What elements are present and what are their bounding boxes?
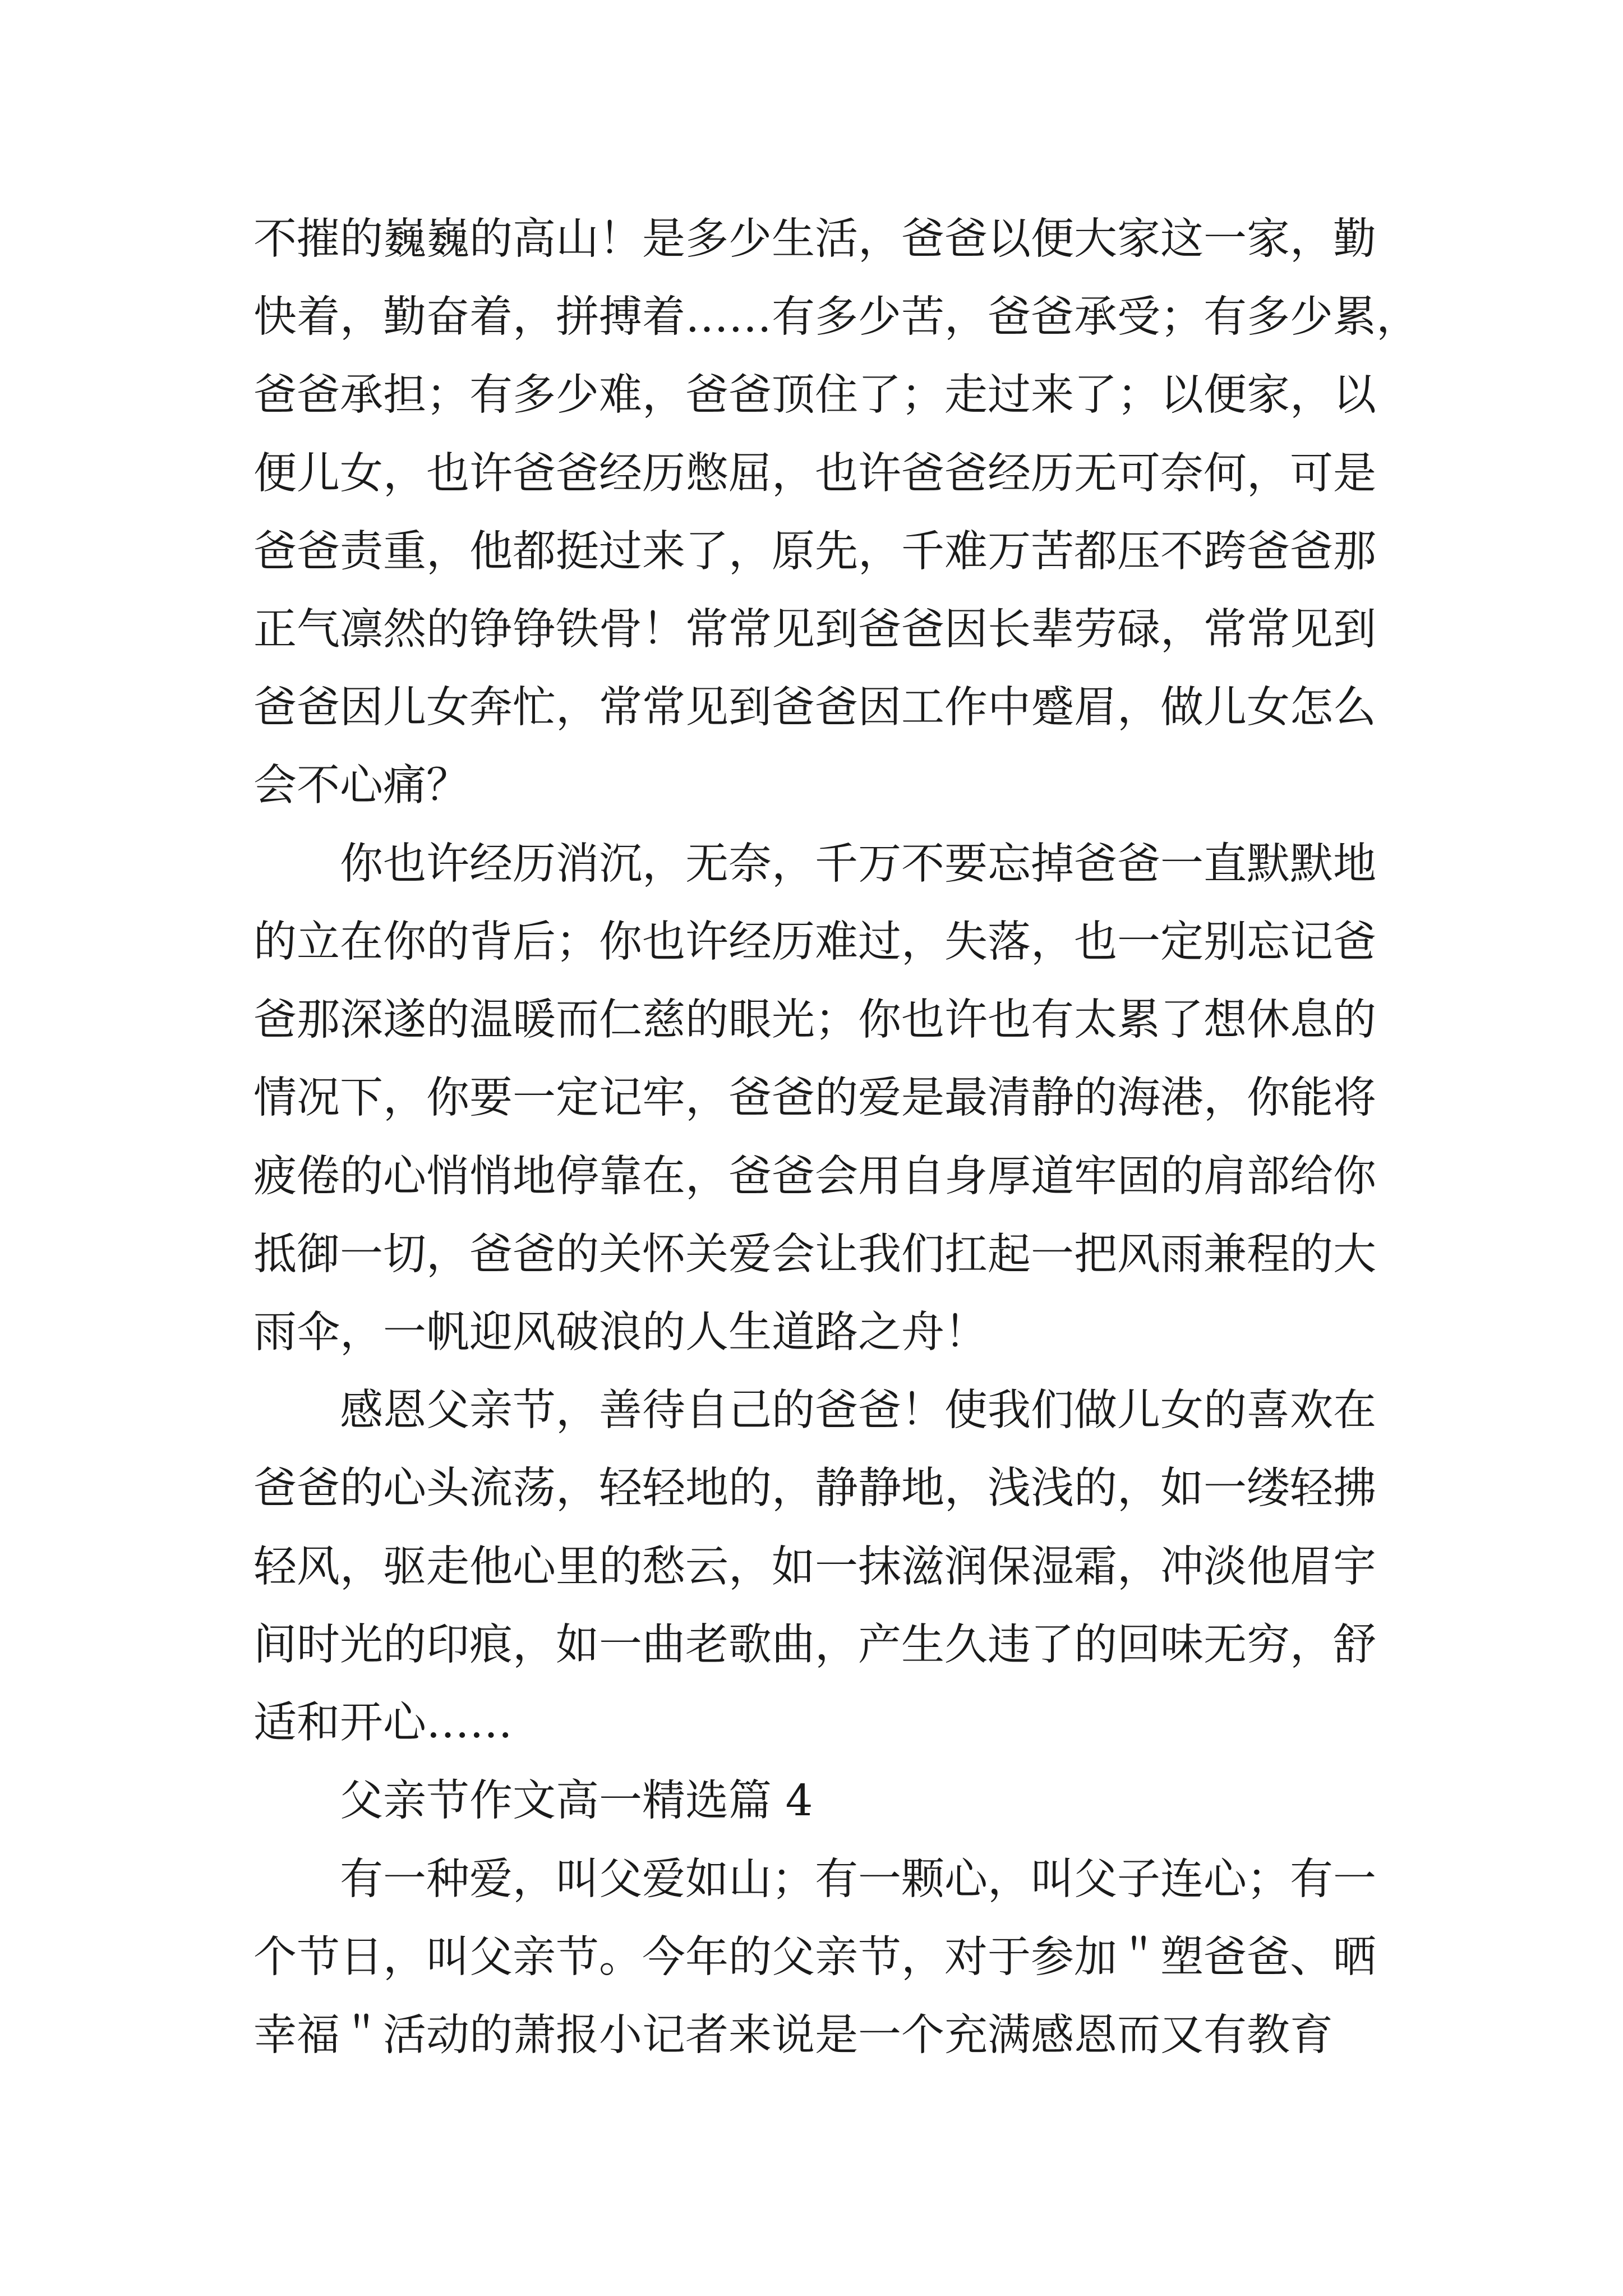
paragraph-start-line: 有一种爱，叫父爱如山；有一颗心，叫父子连心；有一 [340, 1855, 1376, 1904]
text-line: 便儿女，也许爸爸经历憋屈，也许爸爸经历无可奈何，可是 [253, 449, 1376, 499]
text-line: 适和开心…… [253, 1698, 513, 1748]
text-line: 雨伞，一帆迎风破浪的人生道路之舟！ [253, 1308, 988, 1358]
text-line: 个节日，叫父亲节。今年的父亲节，对于参加＂塑爸爸、晒 [253, 1932, 1376, 1982]
section-heading: 父亲节作文高一精选篇 4 [340, 1776, 813, 1826]
text-line: 爸爸责重，他都挺过来了，原先，千难万苦都压不跨爸爸那 [253, 527, 1376, 577]
text-line: 不摧的巍巍的高山！是多少生活，爸爸以便大家这一家，勤 [253, 214, 1376, 264]
text-line: 爸爸承担；有多少难，爸爸顶住了；走过来了；以便家，以 [253, 370, 1376, 420]
text-line: 爸爸的心头流荡，轻轻地的，静静地，浅浅的，如一缕轻拂 [253, 1464, 1376, 1513]
text-line: 正气凛然的铮铮铁骨！常常见到爸爸因长辈劳碌，常常见到 [253, 605, 1376, 655]
text-line: 的立在你的背后；你也许经历难过，失落，也一定别忘记爸 [253, 917, 1376, 967]
text-line: 间时光的印痕，如一曲老歌曲，产生久违了的回味无穷，舒 [253, 1620, 1376, 1670]
text-line: 情况下，你要一定记牢，爸爸的爱是最清静的海港，你能将 [253, 1073, 1376, 1123]
paragraph-start-line: 你也许经历消沉，无奈，千万不要忘掉爸爸一直默默地 [340, 839, 1376, 889]
text-line: 幸福＂活动的萧报小记者来说是一个充满感恩而又有教育 [253, 2010, 1333, 2060]
text-line: 轻风，驱走他心里的愁云，如一抹滋润保湿霜，冲淡他眉宇 [253, 1542, 1376, 1592]
text-line: 爸那深遂的温暖而仁慈的眼光；你也许也有太累了想休息的 [253, 995, 1376, 1045]
text-line: 会不心痛？ [253, 761, 469, 811]
paragraph-start-line: 感恩父亲节，善待自己的爸爸！使我们做儿女的喜欢在 [340, 1386, 1376, 1435]
text-line: 疲倦的心悄悄地停靠在，爸爸会用自身厚道牢固的肩部给你 [253, 1152, 1376, 1202]
text-line: 快着，勤奋着，拼搏着……有多少苦，爸爸承受；有多少累， [253, 292, 1419, 342]
text-line: 抵御一切，爸爸的关怀关爱会让我们扛起一把风雨兼程的大 [253, 1230, 1376, 1280]
text-line: 爸爸因儿女奔忙，常常见到爸爸因工作中蹙眉，做儿女怎么 [253, 683, 1376, 733]
